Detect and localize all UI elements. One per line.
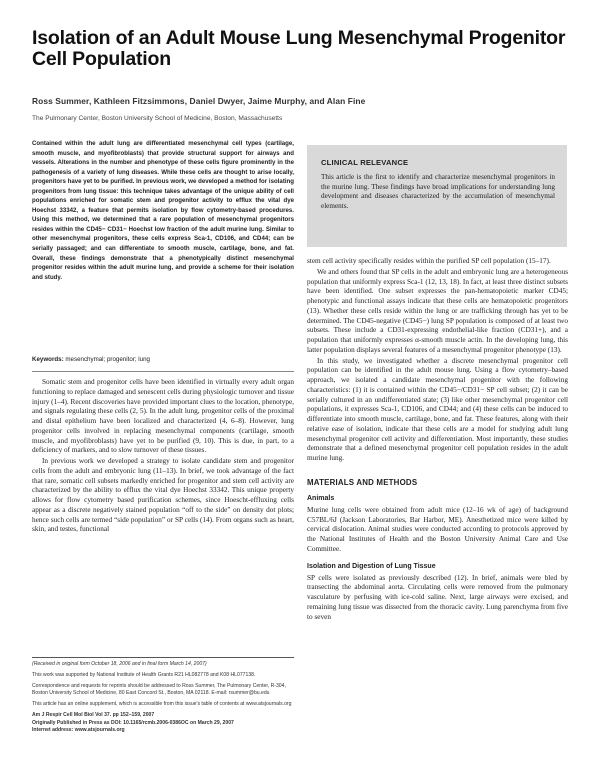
support-note: This work was supported by National Institute of Health Grants R21 HL082778 and K08 HL077138. (32, 672, 256, 679)
intro-paragraph-1: Somatic stem and progenitor cells have been identified in virtually every adult organ functioning to replace damaged and senescent cells during physiologic turnover and tissue injury (1–4). Recent discoveries have provided important clues to the location, phenotype, and signals regulating these cells (2, 5). In the adult lung, progenitor cells of the proximal and distal epithelium have been localized and characterized (4, 6–8). However, lung progenitor cells involved in replacing mesenchymal components (cartilage, smooth muscle, and myofibroblasts) have yet to be purified (9, 10). This is due, in part, to a deficiency of markers, and to slow turnover of these tissues. (32, 378, 294, 455)
keywords (32, 356, 294, 363)
footnotes (32, 661, 294, 734)
internet-address: Internet address: www.atsjournals.org (32, 726, 125, 733)
published-note: Originally Published in Press as DOI: 10.1165/rcmb.2006-0386OC on March 29, 2007 (32, 719, 234, 726)
keywords-label: Keywords: (32, 356, 64, 363)
intro-paragraph-2: In previous work we developed a strategy to isolate candidate stem and progenitor cells from the adult and embryonic lung (11–13). In brief, we took advantage of the fact that rare, somatic cell subsets markedly enriched for progenitor and stem cell activity are characterized by the ability to efflux the vital dye Hoechst 33342. This unique property allows for flow cytometry based purification schemes, since Hoescht-effluxing cells appear as a discrete negatively stained population “off to the side” on density dot plots; hence such cells are termed “side population” or SP cells (14). From organs such as heart, skin, and testes, functional (32, 457, 294, 534)
affiliation: The Pulmonary Center, Boston University School of Medicine, Boston, Massachusetts (32, 115, 283, 122)
clinical-relevance-text: This article is the first to identify and characterize mesenchymal progenitors in the murine lung. These findings have broad implications for understanding lung development and diseases characterized by the accumulation of mesenchymal elements. (321, 173, 555, 210)
intro-column (32, 378, 294, 535)
animals-heading: Animals (307, 494, 335, 502)
animals-text: Murine lung cells were obtained from adult mice (12–16 wk of age) of background C57BL/6J (Jackson Laboratories, Bar Harbor, ME). Anesthetized mice were killed by cervical dislocation. Animal studies were conducted according to protocols approved by the National Institutes of Health and the Boston University Animal Care and Use Committee. (307, 505, 568, 553)
abstract: Contained within the adult lung are differentiated mesenchymal cell types (cartilage, smooth muscle, and myofibroblasts) that provide structural support for airways and vessels. Alterations in the number and phenotype of these cells figure prominently in the pathogenesis of a variety of lung diseases. While these cells are thought to arise locally, progenitors have yet to be purified. In previous work, we developed a method for isolating progenitors from lung tissue: this technique takes advantage of the unique ability of cell populations enriched for somatic stem and progenitor activity to efflux the vital dye Hoechst 33342, a feature that permits isolation by flow cytometry-based procedures. Using this method, we determined that a rare population of mesenchymal progenitors resides within the CD45− CD31− Hoechst low fraction of the adult murine lung. Similar to other mesenchymal progenitors, these cells express Sca-1, CD106, and CD44; can be serially passaged; and can differentiate to smooth muscle, cartilage, bone, and fat. Overall, these findings demonstrate that a phenotypically distinct mesenchymal progenitor resides within the adult murine lung, and provide a scheme for their isolation and study. (32, 140, 294, 281)
right-paragraph-3: In this study, we investigated whether a discrete mesenchymal progenitor cell population can be identified in the adult mouse lung. Using a flow cytometry–based approach, we isolated a candidate mesenchymal progenitor with the following characteristics: (1) it is contained within the CD45−/CD31− SP cell subset; (2) it can be serially cultured in an undifferentiated state; (3) like other mesenchymal progenitor cell populations, it expresses Sca-1, CD106, and CD44; and (4) these cells can be induced to differentiate into smooth muscle, cartilage, bone, and fat. These features, along with their relative ease of isolation, indicate that these cells are a model for studying adult lung mesenchymal progenitor cell activity and differentiation. Most importantly, these studies demonstrate that a defined mesenchymal progenitor cell population resides in the adult murine lung. (307, 356, 568, 462)
journal-citation: Am J Respir Cell Mol Biol Vol 37. pp 152–159, 2007 (32, 712, 155, 719)
footnote-divider (32, 657, 294, 658)
supplement-note: This article has an online supplement, which is accessible from this issue's table of contents at www.atsjournals.org (32, 701, 292, 708)
right-paragraph-1: stem cell activity specifically resides within the purified SP cell population (15–17). (307, 257, 551, 265)
isolation-heading: Isolation and Digestion of Lung Tissue (307, 562, 436, 570)
keywords-text: mesenchymal; progenitor; lung (65, 356, 150, 363)
right-column (307, 257, 568, 622)
received-note: (Received in original form October 18, 2006 and in final form March 14, 2007) (32, 661, 207, 667)
right-paragraph-2: We and others found that SP cells in the adult and embryonic lung are a heterogeneous population that uniformly express Sca-1 (12, 13, 18). In fact, at least three distinct subsets have been identified. One subset expresses the pan-hematopoietic marker CD45; phenotypic and functional assays indicate that these cells are hematopoietic progenitors (13). Whether these cells reside within the lung or are trafficking through has yet to be determined. The CD45-negative (CD45−) lung SP population is composed of at least two subsets. These include a CD31-expressing endothelial-like fraction (CD31+), and a population that uniformly expresses α-smooth muscle actin. In the developing lung, this latter population displays several features of a mesenchymal progenitor phenotype (13). (307, 267, 569, 354)
clinical-relevance-box (307, 145, 567, 247)
isolation-text: SP cells were isolated as previously described (12). In brief, animals were bled by transecting the abdominal aorta. Circulating cells were removed from the pulmonary vasculature by perfusing with ice-cold saline. Next, large airways were excised, and remaining lung tissue was dissected from the thoracic cavity. Lung parenchyma from five to seven (307, 573, 568, 621)
clinical-relevance-title: CLINICAL RELEVANCE (321, 158, 409, 167)
keywords-divider (32, 371, 294, 372)
methods-heading: MATERIALS AND METHODS (307, 477, 418, 487)
correspondence-note: Correspondence and requests for reprints should be addressed to Ross Summer, The Pulmonary Center, R-304, Boston University School of Medicine, 80 East Concord St., Boston, MA 02118. E-mail: rsummer@bu.edu (32, 683, 286, 697)
article-title: Isolation of an Adult Mouse Lung Mesenchymal Progenitor Cell Population (32, 27, 566, 70)
author-list: Ross Summer, Kathleen Fitzsimmons, Daniel Dwyer, Jaime Murphy, and Alan Fine (32, 96, 366, 106)
